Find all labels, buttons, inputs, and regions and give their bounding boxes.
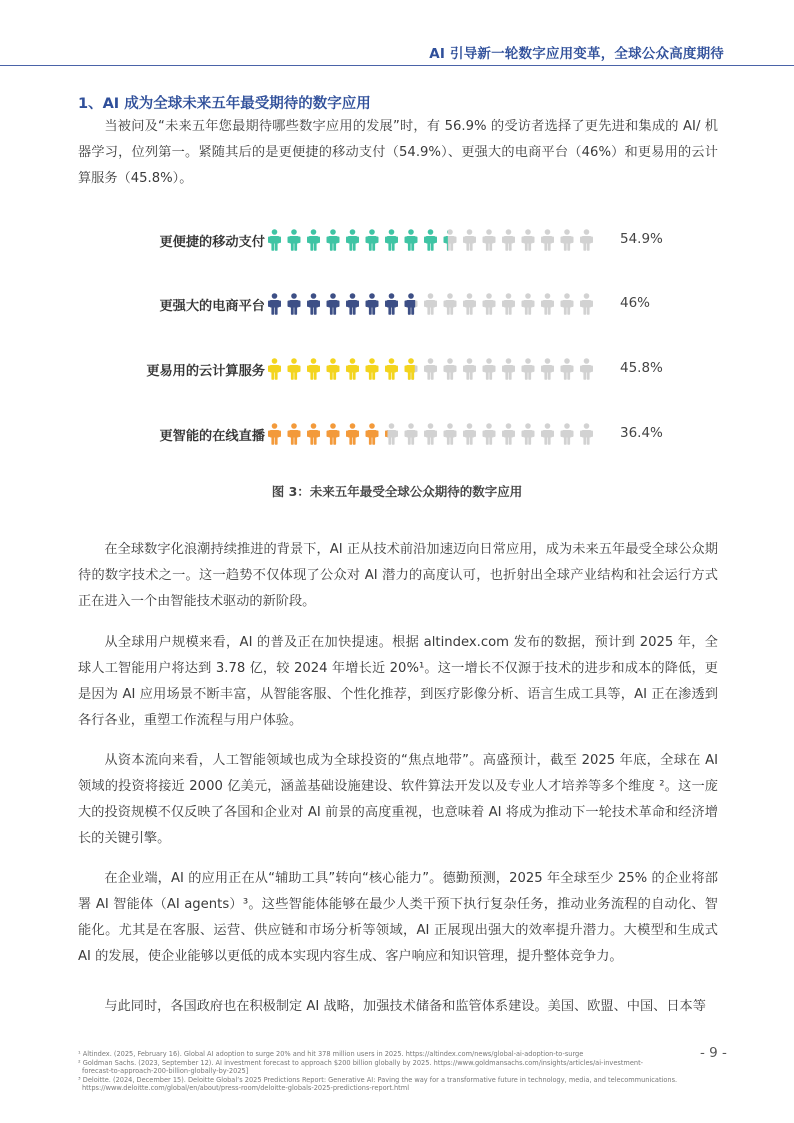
body-paragraph: 在企业端，AI 的应用正在从“辅助工具”转向“核心能力”。德勤预测，2025 年全球至少 25% 的企业将部署 AI 智能体（AI agents）³。这些智能体能够在最少人类干预下执行复杂任务，推动业务流程的自动化、智能化。尤其是在客服、运营、供应链和市场分析等领域，AI 正展现出强大的效率提升潜力。大模型和生成式 AI 的发展，使企业能够以更低的成本实现内容生成、客户响应和知识管理，提升整体竞争力。 (78, 871, 718, 964)
person-icon (268, 358, 281, 380)
person-icons (268, 293, 593, 317)
person-icon (483, 293, 496, 315)
person-icon (424, 293, 437, 315)
person-icon (541, 423, 554, 445)
person-icon (346, 229, 359, 251)
person-icon-row (268, 293, 593, 315)
row-label: 更便捷的移动支付 (159, 235, 265, 250)
person-icon (405, 358, 418, 380)
person-icon (444, 229, 457, 251)
person-icon (561, 293, 574, 315)
person-icon (483, 423, 496, 445)
footnote: https://www.deloitte.com/global/en/about/press-room/deloitte-globals-2025-predictions-report.html (82, 1084, 410, 1093)
person-icon (385, 423, 398, 445)
person-icon (366, 423, 379, 445)
person-icon (522, 358, 535, 380)
person-icon (580, 423, 593, 445)
body-paragraph: 在全球数字化浪潮持续推进的背景下，AI 正从技术前沿加速迈向日常应用，成为未来五年最受全球公众期待的数字技术之一。这一趋势不仅体现了公众对 AI 潜力的高度认可，也折射出全球产业结构和社会运行方式正在进入一个由智能技术驱动的新阶段。 (78, 542, 718, 609)
person-icon (502, 229, 515, 251)
person-icon (580, 358, 593, 380)
body-paragraph: 从资本流向来看，人工智能领域也成为全球投资的“焦点地带”。高盛预计，截至 2025 年底，全球在 AI 领域的投资将接近 2000 亿美元，涵盖基础设施建设、软件算法开发以及专业人才培养等多个维度 ²。这一庞大的投资规模不仅反映了各国和企业对 AI 前景的高度重视，也意味着 AI 将成为推动下一轮技术革命和经济增长的关键引擎。 (78, 753, 718, 846)
person-icon (346, 358, 359, 380)
header-title: AI 引导新一轮数字应用变革，全球公众高度期待 (429, 46, 724, 62)
person-icon (580, 293, 593, 315)
person-icon (385, 293, 398, 315)
person-icon (366, 229, 379, 251)
person-icon (268, 229, 281, 251)
person-icons (268, 229, 593, 253)
person-icons (268, 358, 593, 382)
person-icon (463, 358, 476, 380)
person-icon (580, 229, 593, 251)
footnote: forecast-to-approach-200-billion-globally-by-2025] (82, 1067, 249, 1076)
person-icon (366, 293, 379, 315)
person-icon (307, 358, 320, 380)
person-icon-row (268, 423, 593, 445)
section-title: 1、AI 成为全球未来五年最受期待的数字应用 (78, 96, 371, 112)
person-icon (541, 293, 554, 315)
person-icon (268, 293, 281, 315)
person-icon (502, 423, 515, 445)
person-icons (268, 423, 593, 447)
person-icon (268, 423, 281, 445)
figure-caption: 图 3：未来五年最受全球公众期待的数字应用 (271, 484, 523, 499)
person-icon (483, 358, 496, 380)
chart-row (100, 419, 700, 451)
person-icon (346, 293, 359, 315)
person-icon (444, 423, 457, 445)
person-icon (385, 229, 398, 251)
person-icon-row (268, 358, 593, 380)
person-icon (502, 293, 515, 315)
chart-row (100, 354, 700, 386)
person-icon (405, 229, 418, 251)
page-number: - 9 - (700, 1045, 727, 1061)
person-icon (463, 293, 476, 315)
person-icon (327, 358, 340, 380)
person-icon (307, 293, 320, 315)
header-rule (0, 65, 794, 66)
person-icon (561, 423, 574, 445)
person-icon (307, 423, 320, 445)
body-paragraph: 与此同时，各国政府也在积极制定 AI 战略，加强技术储备和监管体系建设。美国、欧盟、中国、日本等 (104, 999, 706, 1014)
person-icon (463, 229, 476, 251)
person-icon (561, 229, 574, 251)
person-icon (541, 229, 554, 251)
person-icon (405, 423, 418, 445)
body-paragraph: 从全球用户规模来看，AI 的普及正在加快提速。根据 altindex.com 发布的数据，预计到 2025 年，全球人工智能用户将达到 3.78 亿，较 2024 年增长近 20%¹。这一增长不仅源于技术的进步和成本的降低，更是因为 AI 应用场景不断丰富，从智能客服、个性化推荐，到医疗影像分析、语言生成工具等，AI 正在渗透到各行各业，重塑工作流程与用户体验。 (78, 635, 718, 728)
person-icon (444, 358, 457, 380)
person-icon (522, 423, 535, 445)
person-icon (385, 358, 398, 380)
person-icon (561, 358, 574, 380)
row-value: 46% (620, 295, 651, 311)
chart-row (100, 289, 700, 321)
person-icon (366, 358, 379, 380)
pictogram-chart (100, 225, 700, 465)
row-value: 54.9% (620, 231, 663, 247)
footnote: ² Goldman Sachs. (2023, September 12). AI investment forecast to approach $200 billion globally by 2025. https://www.goldmansachs.com/insights/articles/ai-investment- (78, 1058, 644, 1067)
person-icon (463, 423, 476, 445)
row-label: 更智能的在线直播 (159, 429, 265, 444)
person-icon (288, 423, 301, 445)
row-label: 更强大的电商平台 (159, 299, 265, 314)
footnotes (78, 1050, 688, 1093)
person-icon (288, 293, 301, 315)
person-icon (327, 229, 340, 251)
person-icon (522, 229, 535, 251)
person-icon (288, 358, 301, 380)
person-icon (327, 293, 340, 315)
person-icon (424, 358, 437, 380)
person-icon (502, 358, 515, 380)
person-icon (288, 229, 301, 251)
person-icon (444, 293, 457, 315)
chart-row (100, 225, 700, 257)
person-icon (522, 293, 535, 315)
row-label: 更易用的云计算服务 (146, 364, 265, 379)
person-icon (424, 229, 437, 251)
person-icon (307, 229, 320, 251)
row-value: 36.4% (620, 425, 663, 441)
footnote: ³ Deloitte. (2024, December 15). Deloitte Global’s 2025 Predictions Report: Generative AI: Paving the way for a transformative future in technology, media, and telecommunications. (78, 1075, 678, 1084)
person-icon (327, 423, 340, 445)
person-icon (405, 293, 418, 315)
intro-paragraph: 当被问及“未来五年您最期待哪些数字应用的发展”时，有 56.9% 的受访者选择了更先进和集成的 AI/ 机器学习，位列第一。紧随其后的是更便捷的移动支付（54.9%）、更强大的电商平台（46%）和更易用的云计算服务（45.8%）。 (78, 119, 718, 186)
person-icon-row (268, 229, 593, 251)
footnote: ¹ Altindex. (2025, February 16). Global AI adoption to surge 20% and hit 378 million users in 2025. https://altindex.com/news/global-ai-adoption-to-surge (78, 1050, 584, 1058)
person-icon (541, 358, 554, 380)
person-icon (346, 423, 359, 445)
person-icon (483, 229, 496, 251)
row-value: 45.8% (620, 360, 663, 376)
person-icon (424, 423, 437, 445)
